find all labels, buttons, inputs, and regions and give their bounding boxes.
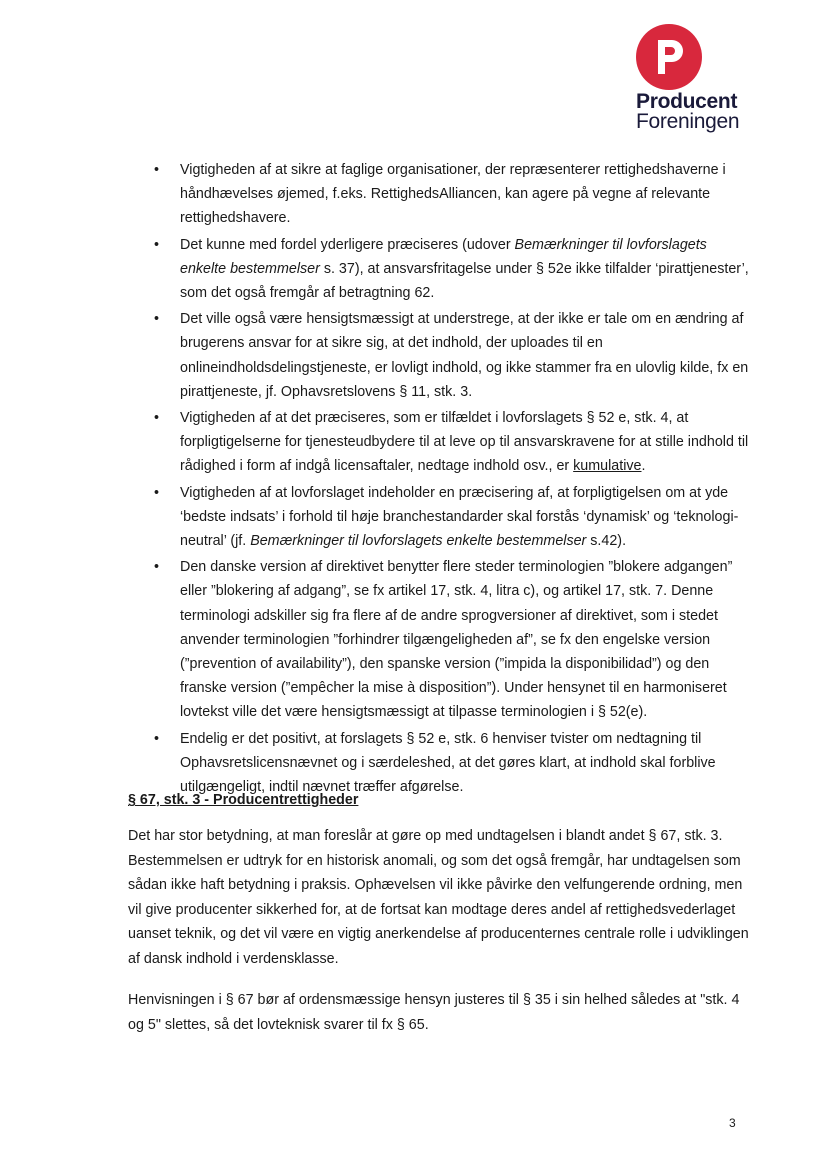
- bullet-item: [128, 406, 753, 479]
- bullet-marker: •: [154, 559, 160, 576]
- bullet-section: [128, 158, 753, 799]
- bullet-item: [128, 727, 753, 800]
- bullet-marker: •: [154, 484, 160, 501]
- paragraph-1: Det har stor betydning, at man foreslår at gøre op med undtagelsen i blandt andet § 67, stk. 3. Bestemmelsen er udtryk for en historisk anomali, og som det også fremgår, har undtagelsen som sådan ikke haft betydning i praksis. Ophævelsen vil ikke påvirke den velfungerende ordning, men vil give producenter sikkerhed for, at de fortsat kan modtage deres andel af rettighedsvederlaget uanset teknik, og det vil være en vigtig anerkendelse af producenternes centrale rolle i udviklingen af dansk indhold i verdensklasse.: [128, 828, 749, 967]
- bullet-text: Den danske version af direktivet benytter flere steder terminologien ”blokere adgangen” eller ”blokering af adgang”, se fx artikel 17, stk. 4, litra c), og artikel 17, stk. 7. Denne terminologi adskiller sig fra flere af de andre sprogversioner af direktivet, som i stedet anvender terminologien ”forhindrer tilgængeligheden af”, se fx den engelske version (”prevention of availability”), den spanske version (”impida la disponibilidad”) og den franske version (”empêcher la mise à disposition”). Under hensynet til en harmoniseret lovtekst ville det være hensigtsmæssigt at tilpasse terminologien i § 52(e).: [180, 559, 733, 721]
- bullet-marker: •: [154, 162, 160, 178]
- logo-p-icon: [636, 24, 702, 90]
- bullet-marker: •: [154, 410, 160, 427]
- italic-reference: Bemærkninger til lovforslagets enkelte bestemmelser: [180, 236, 707, 277]
- underlined-text: kumulative: [573, 458, 642, 475]
- bullet-item: [128, 158, 753, 231]
- bullet-text: Det kunne med fordel yderligere præciseres (udover: [180, 236, 515, 253]
- bullet-text: Endelig er det positivt, at forslagets § 52 e, stk. 6 henviser tvister om nedtagning til Ophavsretslicensnævnet og i særdeleshed, at det gøres klart, at indhold skal forblive utilgængeligt, indtil nævnet træffer afgørelse.: [180, 730, 716, 796]
- bullet-text: s. 37), at ansvarsfritagelse under § 52e ikke tilfalder ‘pirattjenester’, som det også fremgår af betragtning 62.: [180, 260, 749, 302]
- bullet-item: [128, 307, 753, 404]
- bullet-list: [128, 158, 753, 799]
- bullet-text: .: [641, 458, 646, 475]
- bullet-item: [128, 233, 753, 306]
- page-number: 3: [729, 1116, 736, 1130]
- bullet-item: [128, 481, 753, 554]
- bullet-text: Vigtigheden af at lovforslaget indeholder en præcisering af, at forpligtigelsen om at yde ‘bedste indsats’ i forhold til høje branchestandarder skal forstås ‘dynamisk’ og ‘teknologi-neutral’ (jf.: [180, 484, 739, 550]
- bullet-marker: •: [154, 730, 160, 747]
- section-heading: § 67, stk. 3 - Producentrettigheder: [128, 792, 359, 808]
- bullet-marker: •: [154, 311, 160, 328]
- paragraph-2: Henvisningen i § 67 bør af ordensmæssige hensyn justeres til § 35 i sin helhed således at "stk. 4 og 5" slettes, så det lovteknisk svarer til fx § 65.: [128, 992, 740, 1033]
- bullet-text: Vigtigheden af at sikre at faglige organisationer, der repræsenterer rettighedshaverne i håndhævelses øjemed, f.eks. RettighedsAlliancen, kan agere på vegne af relevante rettighedshavere.: [180, 162, 726, 227]
- bullet-marker: •: [154, 236, 160, 253]
- bullet-item: [128, 555, 753, 724]
- bullet-text: Det ville også være hensigtsmæssigt at understrege, at der ikke er tale om en ændring af brugerens ansvar for at sikre sig, at det indhold, der uploades til en onlineindholdsdelingstjeneste, er lovligt indhold, og ikke stammer fra en ulovlig kilde, fx en pirattjeneste, jf. Ophavsretslovens § 11, stk. 3.: [180, 311, 749, 400]
- bullet-text: s.42).: [586, 533, 627, 550]
- logo-text-line2: Foreningen: [636, 110, 740, 133]
- logo-text-line1: Producent: [636, 90, 738, 113]
- italic-reference: Bemærkninger til lovforslagets enkelte bestemmelser: [250, 533, 587, 550]
- bullet-text: Vigtigheden af at det præciseres, som er tilfældet i lovforslagets § 52 e, stk. 4, at forpligtigelserne for tjenesteudbydere til at leve op til ansvarskravene for at stille indhold til rådighed i form af indgå licensaftaler, nedtage indhold osv., er: [180, 410, 749, 475]
